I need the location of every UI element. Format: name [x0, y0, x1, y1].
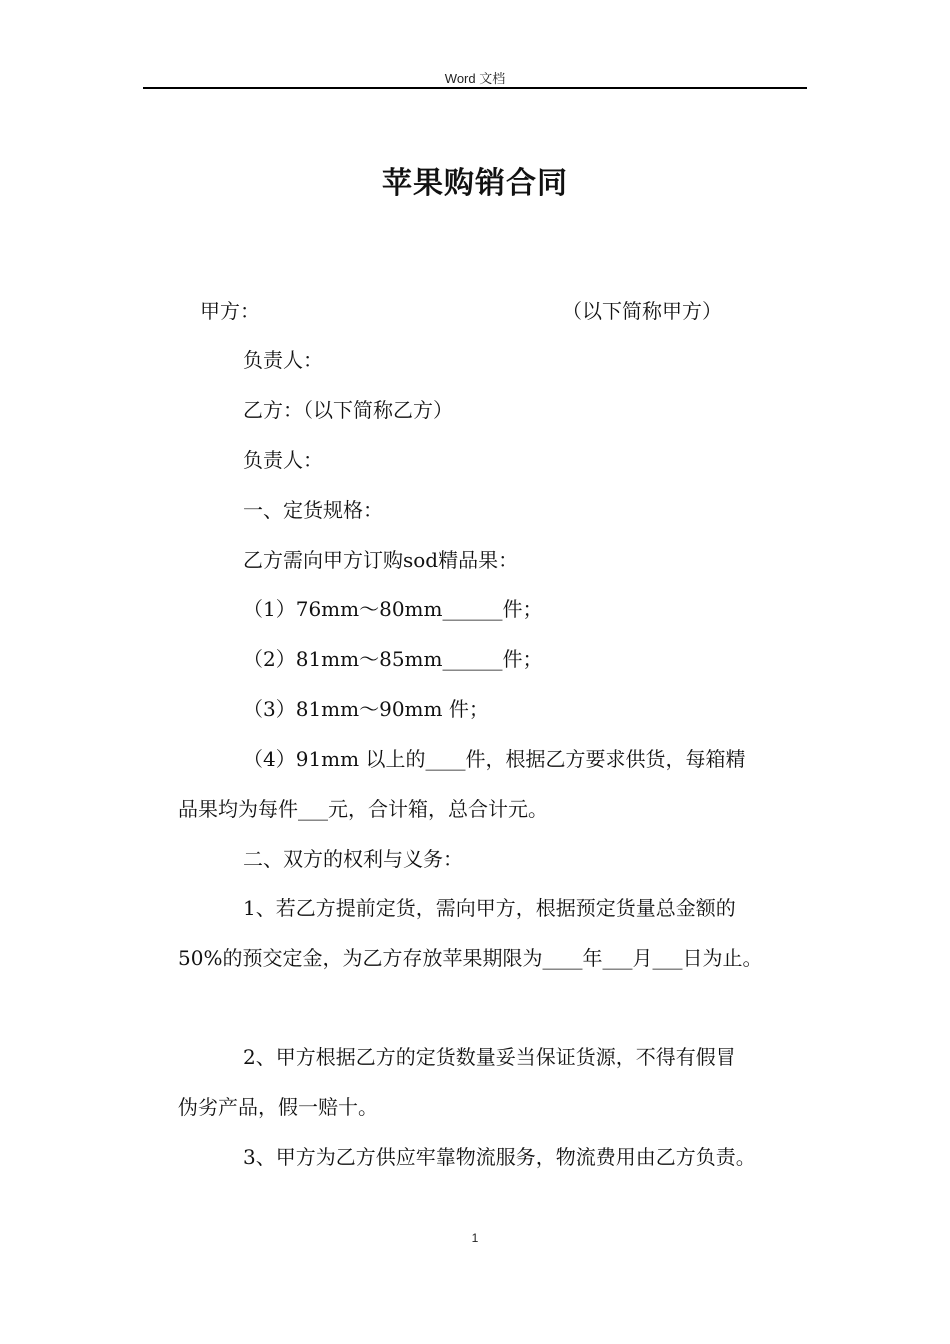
- party-a-label: 甲方：: [200, 299, 260, 323]
- header-rule: [143, 87, 807, 89]
- party-a-responsible-line: 负责人：: [243, 348, 323, 372]
- clause-1-continued: 50%的预交定金，为乙方存放苹果期限为____年___月___日为止。: [178, 946, 763, 970]
- spec-item-4: （4）91mm 以上的____件，根据乙方要求供货，每箱精: [243, 747, 746, 771]
- clause-3-line: 3、甲方为乙方供应牢靠物流服务，物流费用由乙方负责。: [243, 1145, 756, 1169]
- spec-item-4-continued: 品果均为每件___元，合计箱，总合计元。: [178, 797, 548, 821]
- page-header-label: Word 文档: [444, 71, 506, 86]
- party-b-line: 乙方：（以下简称乙方）: [243, 398, 453, 422]
- clause-2-line: 2、甲方根据乙方的定货数量妥当保证货源，不得有假冒: [243, 1045, 736, 1069]
- page-number: 1: [471, 1231, 479, 1245]
- document-title: 苹果购销合同: [382, 166, 568, 201]
- spec-item-1: （1）76mm～80mm______件；: [243, 597, 543, 621]
- order-intro-line: 乙方需向甲方订购sod精品果：: [243, 548, 519, 572]
- clause-2-continued: 伪劣产品，假一赔十。: [178, 1095, 378, 1119]
- spec-item-3: （3）81mm～90mm 件；: [243, 697, 489, 721]
- section-2-heading: 二、双方的权利与义务：: [243, 847, 463, 871]
- section-1-heading: 一、定货规格：: [243, 498, 383, 522]
- clause-1-line: 1、若乙方提前定货，需向甲方，根据预定货量总金额的: [243, 896, 736, 920]
- party-b-responsible-line: 负责人：: [243, 448, 323, 472]
- spec-item-2: （2）81mm～85mm______件；: [243, 647, 543, 671]
- party-a-note: （以下简称甲方）: [562, 299, 722, 323]
